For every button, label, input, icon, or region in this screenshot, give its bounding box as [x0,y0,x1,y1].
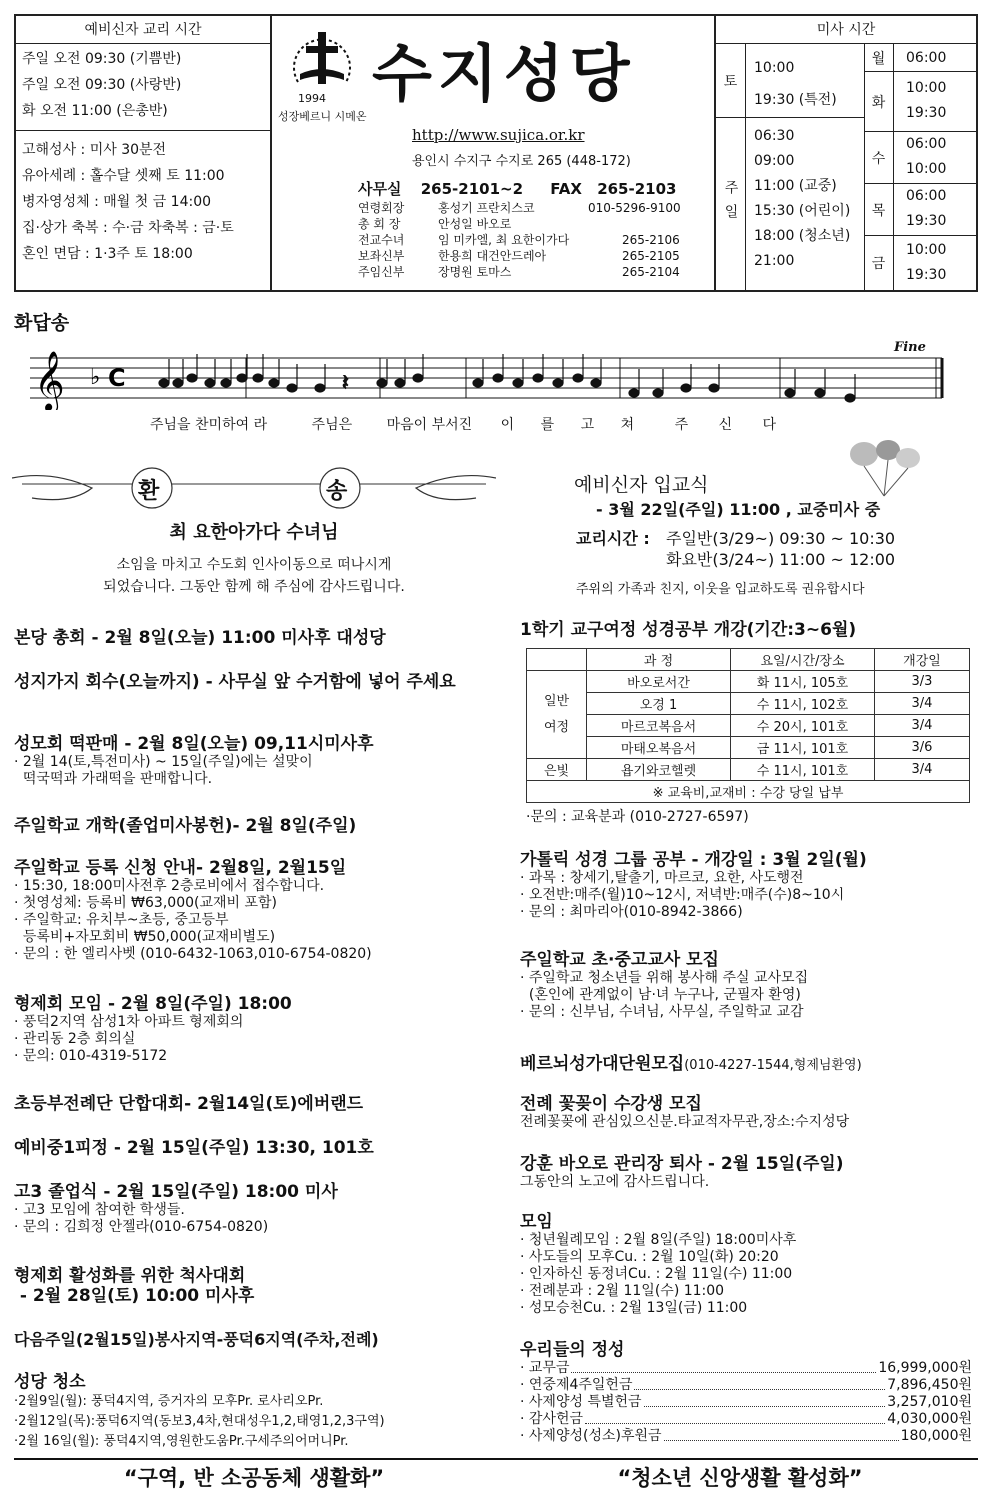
mass-time: 06:30 [754,128,795,144]
friday-mass [864,236,976,290]
catechism-schedule [16,16,272,290]
mass-time: 10:00 [906,161,947,177]
note-head [413,374,423,382]
course-contact: ·문의 : 교육분과 (010-2727-6597) [526,809,749,825]
notice-graduation: 고3 졸업식 - 2월 15일(주일) 18:00 미사 · 고3 모임에 참여한 학생들. · 문의 : 김희정 안젤라(010-6754-0820) [14,1182,338,1235]
notice-bible-group: 가톨릭 성경 그룹 공부 - 개강일 : 3월 2일(월) · 과목 : 창세기,탈출기, 마르코, 요한, 사도행전 · 오전반:매주(월)10~12시, 저녁반:매주(수)8~10시 · 문의 : 최마리아(010-8942-3866) [520,850,867,920]
catechism-heading: 예비신자 교리 시간 [16,16,270,44]
notice-ricecake: 성모회 떡판매 - 2월 8일(오늘) 09,11시미사후 · 2월 14(토,특전미사) ~ 15일(주일)에는 설맞이 떡국떡과 가래떡을 판매합니다. [14,734,374,787]
notice-palm: 성지가지 회수(오늘까지) - 사무실 앞 수거함에 넣어 주세요 [14,672,456,692]
column-header: 요일/시간/장소 [731,649,875,671]
staff-list [358,200,681,280]
note-head [591,379,601,387]
notice-retreat: 예비중1피정 - 2월 15일(주일) 13:30, 101호 [14,1138,374,1158]
mass-time: 10:00 [754,60,795,76]
table-row: 오경 1 수 11시, 102호 3/4 [527,693,970,715]
note-head [159,379,169,387]
note-head [269,379,279,387]
note-head [315,384,325,392]
lyric: 다 [762,417,777,433]
offering-row: · 감사헌금 4,030,000원 [520,1411,972,1427]
offering-row: · 사제양성 특별헌금 3,257,010원 [520,1394,972,1410]
note-head [287,384,297,392]
lyric: 신 [718,417,733,433]
notice-yut-game: 형제회 활성화를 위한 척사대회 - 2월 28일(토) 10:00 미사후 [14,1266,255,1306]
note-head [473,379,483,387]
sacrament-info: 병자영성체 : 매월 첫 금 14:00 [22,194,212,210]
course-group: 일반 여정 [527,671,587,759]
catechism-class: 주일 오전 09:30 (기쁨반) [22,51,182,67]
monday-mass [864,44,976,72]
rest-icon: 𝄽 [342,371,349,396]
note-head [573,374,583,382]
mass-time: 09:00 [754,153,795,169]
staff-row: 총 회 장 안성일 바오로 [358,217,512,231]
note-head [533,374,543,382]
footer-divider [14,1458,978,1460]
fax-label: FAX [550,180,582,198]
note-head [237,374,247,382]
mass-time: 06:00 [906,188,947,204]
mass-time: 21:00 [754,253,795,269]
note-head [493,374,503,382]
table-row: 은빛 욥기와코헬렛 수 11시, 101호 3/4 [527,759,970,781]
thursday-mass [864,184,976,236]
mass-time: 06:00 [906,50,947,66]
day-label: 월 [864,44,894,71]
note-head [681,384,691,392]
address: 용인시 수지구 수지로 265 (448-172) [412,154,631,169]
notice-flower: 전례 꽃꽂이 수강생 모집 전례꽃꽂에 관심있으신분.타교적자무관,장소:수지성당 [520,1094,850,1130]
note-head [709,384,719,392]
mass-time: 19:30 [906,213,947,229]
notice-retirement: 강훈 바오로 관리장 퇴사 - 2월 15일(주일) 그동안의 노고에 감사드립니다. [520,1154,844,1190]
lyric: 주님을 찬미하여 라 [150,417,268,433]
notice-altar-servers: 초등부전례단 단합대회- 2월14일(토)에버랜드 [14,1094,364,1114]
note-head [187,374,197,382]
flat-icon: ♭ [90,365,101,390]
mass-time: 10:00 [906,242,947,258]
music-staff [30,350,950,410]
office-label: 사무실 [358,180,402,198]
sunday-mass [716,118,864,290]
lyric: 고 [580,417,595,433]
table-header-row [527,649,970,671]
note-head [653,389,663,397]
treble-clef-icon: 𝄞 [34,351,65,410]
catechism-class: 주일 오전 09:30 (사랑반) [22,77,182,93]
mass-time: 19:30 [906,105,947,121]
hymn-title: 화답송 [14,312,70,334]
staff-row: 연령회장 홍성기 프란치스코 010-5296-9100 [358,201,681,215]
fax-phone: 265-2103 [597,180,677,198]
ribbon-decoration-icon [12,464,496,514]
lyric: 를 [540,417,555,433]
common-time-icon: C [108,364,126,392]
offering-row: · 연중제4주일헌금 7,896,450원 [520,1377,972,1393]
farewell-name: 최 요한아가다 수녀님 [169,522,339,543]
mass-time: 11:00 (교중) [754,178,837,194]
course-group: 은빛 [527,759,587,781]
mass-time: 10:00 [906,80,947,96]
note-head [377,379,387,387]
note-head [395,379,405,387]
wednesday-mass [864,132,976,184]
mass-heading: 미사 시간 [716,16,976,44]
note-head [253,374,263,382]
entrance-title: 예비신자 입교식 [574,474,709,496]
mass-time: 18:00 (청소년) [754,228,851,244]
column-header: 개강일 [875,649,970,671]
catechism-class: 화 오전 11:00 (은총반) [22,103,168,119]
office-phone: 265-2101~2 [420,180,524,198]
office-contact [358,178,676,199]
lyric: 쳐 [620,417,635,433]
notice-teacher-recruit: 주일학교 초·중고교사 모집 · 주일학교 청소년들 위해 봉사해 주실 교사모집 (혼인에 관계없이 남·녀 누구나, 군필자 환영) · 문의 : 신부님, 수녀님, 사무실, 주일학교 교감 [520,950,809,1020]
footer-motto: “청소년 신앙생활 활성화” [617,1466,863,1490]
day-label: 수 [864,132,894,183]
notice-sunday-school-open: 주일학교 개학(졸업미사봉헌)- 2월 8일(주일) [14,816,357,836]
farewell-badge: 송 [326,479,348,504]
offerings-section: 우리들의 정성 · 교무금 16,999,000원 · 연중제4주일헌금 7,896,450원 · 사제양성 특별헌금 3,257,010원 · 감사헌금 4,030,000원 · 사제양성(성소)후원금 180,000원 [520,1340,972,1444]
tuesday-mass [864,72,976,132]
note-head [629,389,639,397]
mass-time: 19:30 (특전) [754,92,837,108]
table-row: 일반 여정 바오로서간 화 11시, 105호 3/3 [527,671,970,693]
notice-choir: 베르뇌성가대단원모집(010-4227-1544,형제님환영) [520,1054,862,1074]
sacrament-info: 고해성사 : 미사 30분전 [22,142,167,158]
table-row: 마르코복음서 수 20시, 101호 3/4 [527,715,970,737]
notice-meetings: 모임 · 청년월례모임 : 2월 8일(주일) 18:00미사후 · 사도들의 모후Cu. : 2월 10일(화) 20:20 · 인자하신 동정녀Cu. : 2월 11일(수) 11:00 · 전례분과 : 2월 11일(수) 11:00 · 성모승천Cu. : 2월 13일(금) 11:00 [520,1212,797,1316]
mass-time: 15:30 (어린이) [754,203,851,219]
day-label: 목 [864,184,894,235]
masthead [14,14,978,292]
logo-year: 1994 [298,92,326,105]
balloons-icon [844,438,924,498]
sacrament-info: 집·상가 축복 : 수·금 차축복 : 금·토 [22,220,234,236]
table-note-row: ※ 교육비,교재비 : 수강 당일 납부 [527,781,970,803]
course-section: 1학기 교구여정 성경공부 개강(기간:3~6월) 과 정 요일/시간/장소 개강일 일반 여정 바오로서간 화 11시, 105호 3/3 오경 1 수 11시, 102호 3/4 마르코복음서 수 20시, 101호 3/4 마태오복음서 금 11시, 101호 3/6 은빛 욥기와코헬렛 수 11시, 101호 3/4 ※ 교육비,교재비 : 수강 당일 납부 ·문의 : 교육분과 (010-2727-6597) [520,620,980,826]
farewell-message: 소임을 마치고 수도회 인사이동으로 떠나시게 [116,557,392,573]
note-head [513,379,523,387]
column-header: 과 정 [587,649,731,671]
day-label: 금 [864,236,894,290]
sacrament-info: 유아세례 : 홀수달 셋째 토 11:00 [22,168,225,184]
logo-caption: 성장베르니 시메온 [278,110,367,123]
day-label: 화 [864,72,894,131]
entrance-note: 주위의 가족과 친지, 이웃을 입교하도록 권유합시다 [576,582,865,597]
notice-sunday-school-registration: 주일학교 등록 신청 안내- 2월8일, 2월15일 · 15:30, 18:00미사전후 2층로비에서 접수합니다. · 첫영성체: 등록비 ₩63,000(교재비 포함) · 주일학교: 유치부~초등, 중고등부 등록비+자모회비 ₩50,000(교재비별도) · 문의 : 한 엘리사벳 (010-6432-1063,010-6754-0820) [14,858,372,962]
sacrament-info: 혼인 면담 : 1·3주 토 18:00 [22,246,193,262]
mass-schedule [714,16,976,290]
note-head [815,389,825,397]
parish-info [272,16,714,290]
fine-marking: Fine [894,340,926,355]
note-head [173,379,183,387]
lyric: 주 [674,417,689,433]
mass-time: 06:00 [906,136,947,152]
day-label: 주일 [716,118,746,290]
notice-agm: 본당 총회 - 2월 8일(오늘) 11:00 미사후 대성당 [14,628,386,648]
lyric: 마음이 부서진 [386,417,473,433]
day-label: 토 [716,44,746,117]
mass-time: 19:30 [906,267,947,283]
entrance-date: - 3월 22일(주일) 11:00 , 교중미사 중 [596,500,881,519]
footer-motto: “구역, 반 소공동체 생활화” [123,1466,385,1490]
lyric: 이 [500,417,515,433]
staff-row: 주임신부 장명원 토마스 265-2104 [358,265,680,279]
parish-title: 수지성당 [372,37,636,110]
saturday-mass [716,44,864,118]
table-row: 마태오복음서 금 11시, 101호 3/6 [527,737,970,759]
notice-cleaning: 성당 청소 ·2월9일(월): 풍덕4지역, 증거자의 모후Pr. 로사리오Pr. ·2월12일(목):풍덕6지역(동보3,4차,현대성우1,2,태영1,2,3구역) ·2월 16일(월): 풍덕4지역,영원한도움Pr.구세주의어머니Pr. [14,1372,385,1449]
farewell-message: 되었습니다. 그동안 함께 해 주심에 감사드립니다. [103,579,405,595]
class-time: 화요반(3/24~) 11:00 ~ 12:00 [666,550,896,569]
staff-row: 전교수녀 임 미카엘, 최 요한이가다 265-2106 [358,233,680,247]
class-time-label: 교리시간 : [576,529,650,548]
note-head [553,379,563,387]
notice-brotherhood: 형제회 모임 - 2월 8일(주일) 18:00 · 풍덕2지역 삼성1차 아파트 형제회의 · 관리동 2층 회의실 · 문의: 010-4319-5172 [14,994,292,1064]
note-head [205,379,215,387]
note-head [785,389,795,397]
website-link[interactable]: http://www.sujica.or.kr [412,126,585,144]
lyric: 주님은 [311,417,353,433]
staff-row: 보좌신부 한용희 대건안드레아 265-2105 [358,249,680,263]
note-head [221,379,231,387]
note-head [845,394,855,402]
notice-service-area: 다음주일(2월15일)봉사지역-풍덕6지역(주차,전례) [14,1330,379,1349]
course-table [526,648,970,803]
class-time: 주일반(3/29~) 09:30 ~ 10:30 [666,529,896,548]
farewell-badge: 환 [138,479,160,504]
offering-row: · 사제양성(성소)후원금 180,000원 [520,1428,972,1444]
hymn-lyrics [150,414,910,434]
offering-row: · 교무금 16,999,000원 [520,1360,972,1376]
